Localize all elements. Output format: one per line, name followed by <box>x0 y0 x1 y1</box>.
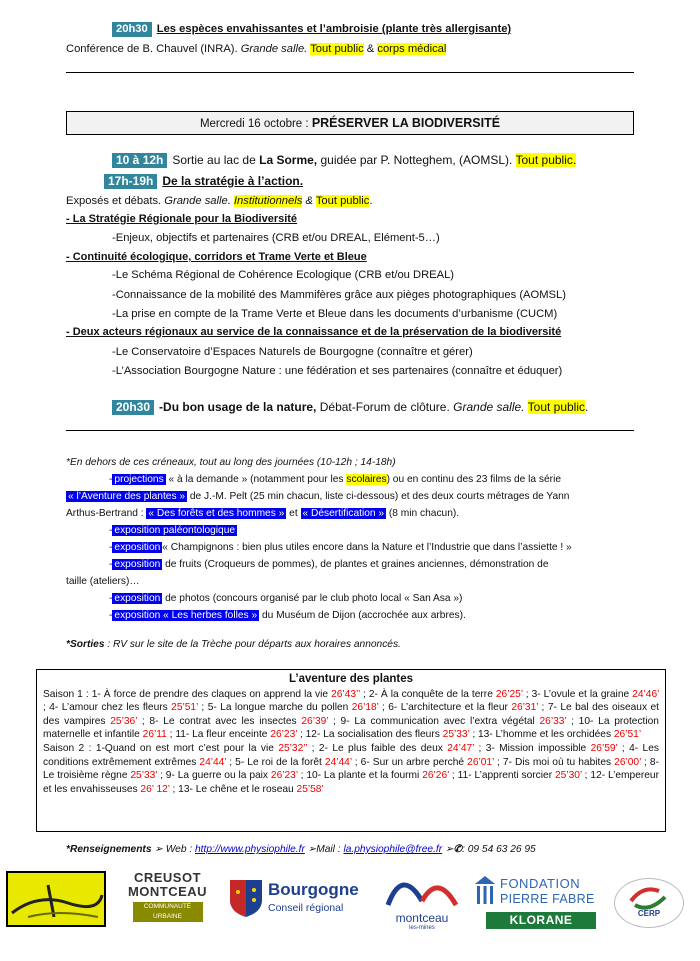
arch-icon <box>382 871 462 907</box>
session-title: Les espèces envahissantes et l’ambroisie (plante très allergisante) <box>156 23 512 35</box>
outside-line <box>66 490 569 503</box>
landscape-icon <box>8 873 104 925</box>
episode-title: 12- L’empereur et les envahisseuses <box>43 770 659 795</box>
logo-text: les-mines <box>409 925 435 931</box>
episode-duration: 26’33’ <box>539 715 567 727</box>
dash: - <box>109 593 113 604</box>
section-item: -La prise en compte de la Trame Verte et Bleue dans les documents d’urbanisme (CUCM) <box>112 308 558 320</box>
bourgogne-logo <box>228 878 358 924</box>
web-link[interactable]: http://www.physiophile.fr <box>195 844 305 855</box>
episode-title: 5- Le roi de la forêt <box>235 756 325 768</box>
episode-duration: 25’33’ <box>442 729 470 741</box>
mail-label: Mail : <box>316 844 341 855</box>
day-date: Mercredi 16 octobre : <box>199 118 309 130</box>
episode-title: 11- L’apprenti sorcier <box>457 770 555 782</box>
shield-icon <box>228 878 264 918</box>
outing-text: Sortie au lac de <box>172 153 256 167</box>
contact-label: *Renseignements <box>66 844 152 855</box>
outing-place: La Sorme, <box>259 153 318 167</box>
cerp-logo <box>614 878 684 928</box>
episode-duration: 26’18’ <box>351 702 379 714</box>
outside-line: taille (ateliers)… <box>66 576 140 587</box>
sorties-note <box>66 638 401 651</box>
punct: . <box>369 195 373 207</box>
text: de J.-M. Pelt (25 min chacun, liste ci-dessous) et des deux courts métrages de Yann <box>189 491 570 502</box>
section-item: -Le Conservatoire d’Espaces Naturels de Bourgogne (connaître et gérer) <box>112 346 473 358</box>
episode-duration: 24’44’ <box>324 756 352 768</box>
episode-duration: 26’25’ <box>495 688 523 700</box>
room: Grande salle. <box>453 400 525 414</box>
outside-line <box>109 558 549 571</box>
episode-title: 11- La fleur enceinte <box>175 729 271 741</box>
episode-duration: 26’26’ <box>422 770 449 782</box>
episode-title: 1-Quand on est mort c’est pour la vie <box>95 742 279 754</box>
time-badge: 17h-19h <box>104 174 157 189</box>
building-icon <box>474 874 496 908</box>
audience-badge: scolaires <box>346 474 387 485</box>
outside-line <box>109 592 462 605</box>
episode-title: 4- L’amour chez les fleurs <box>49 702 172 714</box>
text: et <box>289 508 298 519</box>
amp: & <box>366 43 375 55</box>
episode-title: 4- Les conditions extrêmement extrêmes <box>43 742 659 768</box>
episode-title: 2- Le plus faible des deux <box>318 742 448 754</box>
episode-duration: 26’31’ <box>511 702 539 714</box>
forum-title: -Du bon usage de la nature, <box>159 400 317 414</box>
outside-line <box>109 524 237 537</box>
outside-intro: *En dehors de ces créneaux, tout au long des journées (10-12h ; 14-18h) <box>66 457 396 468</box>
text: du Muséum de Dijon (accrochée aux arbres). <box>261 610 466 621</box>
blue-tag: exposition « Les herbes folles » <box>114 610 258 621</box>
creusot-montceau-logo <box>120 871 215 927</box>
logo-text: MONTCEAU <box>127 884 208 899</box>
outing-line <box>112 153 576 168</box>
cerp-swoosh-icon <box>615 879 683 927</box>
section-item: -L’Association Bourgogne Nature : une fédération et ses partenaires (connaître et éduquer) <box>112 365 563 377</box>
arrow-icon: ➢ <box>154 844 163 855</box>
episode-duration: 25’58’ <box>296 783 324 795</box>
text: « à la demande » (notamment pour les <box>168 474 344 485</box>
section-heading: - Deux acteurs régionaux au service de la connaissance et de la préservation de la biodiversité <box>66 326 562 338</box>
episode-duration: 26’11 <box>142 729 167 741</box>
sorties-text: : RV sur le site de la Trèche pour départs aux horaires annoncés. <box>107 639 401 650</box>
section-item: -Le Schéma Régional de Cohérence Ecologique (CRB et/ou DREAL) <box>112 269 455 281</box>
speaker: Conférence de B. Chauvel (INRA). <box>66 43 238 55</box>
phone-number: : 09 54 63 26 95 <box>462 844 536 855</box>
episode-duration: 25’36’ <box>110 715 138 727</box>
saison-label: Saison 2 : <box>43 742 92 754</box>
time-badge: 20h30 <box>112 22 152 37</box>
section-heading: - Continuité écologique, corridors et Trame Verte et Bleue <box>66 251 367 263</box>
plantes-box <box>36 669 666 832</box>
episode-title: 13- L’homme et les orchidées <box>477 729 614 741</box>
section-item: -Enjeux, objectifs et partenaires (CRB et/ou DREAL, Elément-5…) <box>112 232 440 244</box>
dash: - <box>109 559 113 570</box>
episode-title: 6- L’architecture et la fleur <box>388 702 512 714</box>
episode-title: 8- Le contrat avec les insectes <box>149 715 302 727</box>
logo-text: FONDATION <box>500 876 581 891</box>
episode-title: 9- La guerre ou la paix <box>165 770 271 782</box>
audience-badge: Institutionnels <box>233 195 303 207</box>
dash: - <box>109 542 113 553</box>
episode-title: 8- Le troisième règne <box>43 756 659 782</box>
logo-text: CERP <box>637 909 661 918</box>
phone-icon: ✆ <box>453 844 463 855</box>
episode-duration: 26’ 12’ <box>140 783 170 795</box>
strategy-title: De la stratégie à l’action. <box>162 174 304 188</box>
divider <box>66 430 634 431</box>
episode-duration: 26’59’ <box>590 742 618 754</box>
episode-duration: 26’23’ <box>270 770 298 782</box>
episode-duration: 25’33’ <box>130 770 158 782</box>
session-details <box>66 42 446 56</box>
episode-title: 10- La protection maternelle et infantile <box>43 715 659 741</box>
episode-duration: 26’51’ <box>613 729 642 741</box>
text: « Champignons : bien plus utiles encore dans la Nature et l’Industrie que dans l’assiette ! » <box>162 542 572 553</box>
strategy-title-line <box>104 174 303 189</box>
amp: & <box>305 195 313 207</box>
episode-title: 10- La plante et la fourmi <box>306 770 423 782</box>
episode-title: 5- La longue marche du pollen <box>207 702 352 714</box>
episode-duration: 26’23’ <box>270 729 298 741</box>
dash: - <box>109 474 113 485</box>
arrow-icon: ➢ <box>444 844 454 855</box>
audience-badge: Tout public. <box>515 153 577 167</box>
divider <box>66 72 634 73</box>
outside-line <box>109 541 572 554</box>
episode-title: 6- Sur un arbre perché <box>360 756 468 768</box>
outside-line <box>66 507 459 520</box>
text: de fruits (Croqueurs de pommes), de plantes et graines anciennes, démonstration de <box>165 559 549 570</box>
saison-label: Saison 1 : <box>43 688 89 700</box>
audience-badge: Tout public <box>310 43 364 55</box>
episode-title: 7- Dis moi où tu habites <box>502 756 615 768</box>
web-label: Web : <box>165 844 193 855</box>
episode-title: 3- Mission impossible <box>485 742 591 754</box>
strategy-format: Exposés et débats. <box>66 195 162 207</box>
logo-text: KLORANE <box>486 912 596 929</box>
day-header <box>66 111 634 135</box>
room: Grande salle. <box>240 43 308 55</box>
blue-tag: « Des forêts et des hommes » <box>148 508 285 519</box>
dash: - <box>109 525 113 536</box>
plantes-title: L’aventure des plantes <box>289 673 413 685</box>
fondation-logo <box>474 874 598 932</box>
episode-duration: 24’46’ <box>632 688 659 700</box>
outing-guide: guidée par P. Notteghem, (AOMSL). <box>320 153 513 167</box>
episode-duration: 26’01’ <box>467 756 494 768</box>
episode-title: 12- La socialisation des fleurs <box>305 729 443 741</box>
mail-link[interactable]: la.physiophile@free.fr <box>343 844 443 855</box>
audience-badge: Tout public <box>315 195 370 207</box>
logo-text: montceau <box>395 911 449 925</box>
blue-tag: exposition <box>114 559 161 570</box>
episode-duration: 26’00’ <box>614 756 641 768</box>
room: Grande salle. <box>164 195 231 207</box>
arrow-icon: ➢ <box>307 844 317 855</box>
day-title: PRÉSERVER LA BIODIVERSITÉ <box>311 116 501 130</box>
blue-tag: projections <box>114 474 164 485</box>
contact-line <box>66 843 536 856</box>
episode-duration: 25’51’ <box>171 702 198 714</box>
episode-duration: 26’39’ <box>301 715 329 727</box>
time-badge: 10 à 12h <box>112 153 167 168</box>
section-item: -Connaissance de la mobilité des Mammifères grâce aux pièges photographiques (AOMSL) <box>112 289 566 301</box>
saison-1: Saison 1 : 1- À force de prendre des claques on apprend la vie 26’43’’ ; 2- À la conquête de la terre 26’25’ ; 3- L’ovule et la graine 24’46’ ; 4- L’amour chez les fleurs 25’51’ ; 5- La longue marche du pollen 26’18’ ; 6- L’architecture et la fleur 26’31’ ; 7- Le bal des oiseaux et des vampires 25’36’ ; 8- Le contrat avec les insectes 26’39’ ; 9- La communication avec l’extra végétal 26’33’ ; 10- La protection maternelle et infantile 26’11 ; 11- La fleur enceinte 26’23’ ; 12- La socialisation des fleurs 25’33’ ; 13- L’homme et les orchidées 26’51’ <box>43 688 659 741</box>
episode-duration: 25’30’ <box>554 770 582 782</box>
episode-title: 7- Le bal des oiseaux et des vampires <box>43 702 659 727</box>
text: de photos (concours organisé par le club photo local « San Asa ») <box>165 593 463 604</box>
logo-text: PIERRE FABRE <box>500 892 595 906</box>
episode-duration: 26’43’’ <box>331 688 360 700</box>
saison-2: Saison 2 : 1-Quand on est mort c’est pour la vie 25’32’’ ; 2- Le plus faible des deux 24’47’ ; 3- Mission impossible 26’59’ ; 4- Les conditions extrêmement extrêmes 24’44’ ; 5- Le roi de la forêt 24’44’ ; 6- Sur un arbre perché 26’01’ ; 7- Dis moi où tu habites 26’00’ ; 8- Le troisième règne 25’33’ ; 9- La guerre ou la paix 26’23’ ; 10- La plante et la fourmi 26’26’ ; 11- L’apprenti sorcier 25’30’ ; 12- L’empereur et les envahisseuses 26’ 12’ ; 13- Le chêne et le roseau 25’58’ <box>43 742 659 795</box>
text: Arthus-Bertrand : <box>66 508 144 519</box>
blue-tag: exposition <box>114 593 161 604</box>
outside-line <box>109 473 561 486</box>
audience-badge: Tout public <box>527 400 586 414</box>
episode-duration: 24’47’ <box>447 742 475 754</box>
forum-line <box>112 400 588 415</box>
association-logo <box>6 871 106 927</box>
forum-text: Débat-Forum de clôture. <box>319 400 450 414</box>
dash: - <box>109 610 113 621</box>
strategy-details <box>66 194 372 208</box>
punct: . <box>585 400 589 414</box>
time-badge: 20h30 <box>112 400 154 415</box>
blue-tag: « l’Aventure des plantes » <box>68 491 186 502</box>
outside-line <box>109 609 466 622</box>
montceau-logo <box>382 871 462 929</box>
episode-title: 3- L’ovule et la graine <box>531 688 633 700</box>
episode-title: 1- À force de prendre des claques on apprend la vie <box>91 688 332 700</box>
episode-duration: 24’44’ <box>199 756 227 768</box>
logo-text: COMMUNAUTÉ URBAINE <box>133 902 203 922</box>
blue-tag: « Désertification » <box>302 508 385 519</box>
episode-title: 13- Le chêne et le roseau <box>178 783 297 795</box>
episode-duration: 25’32’’ <box>278 742 308 754</box>
session-title-line <box>112 22 511 37</box>
audience-badge: corps médical <box>377 43 447 55</box>
sorties-label: *Sorties <box>66 639 105 650</box>
blue-tag: exposition <box>114 542 161 553</box>
blue-tag: exposition paléontologique <box>114 525 236 536</box>
logo-text: Bourgogne <box>268 880 359 899</box>
text: (8 min chacun). <box>388 508 460 519</box>
logo-text: Conseil régional <box>268 902 344 914</box>
text: ) ou en continu des 23 films de la série <box>386 474 561 485</box>
section-heading: - La Stratégie Régionale pour la Biodiversité <box>66 213 298 225</box>
episode-title: 2- À la conquête de la terre <box>368 688 496 700</box>
logo-text: CREUSOT <box>133 870 202 885</box>
episode-title: 9- La communication avec l’extra végétal <box>340 715 540 727</box>
